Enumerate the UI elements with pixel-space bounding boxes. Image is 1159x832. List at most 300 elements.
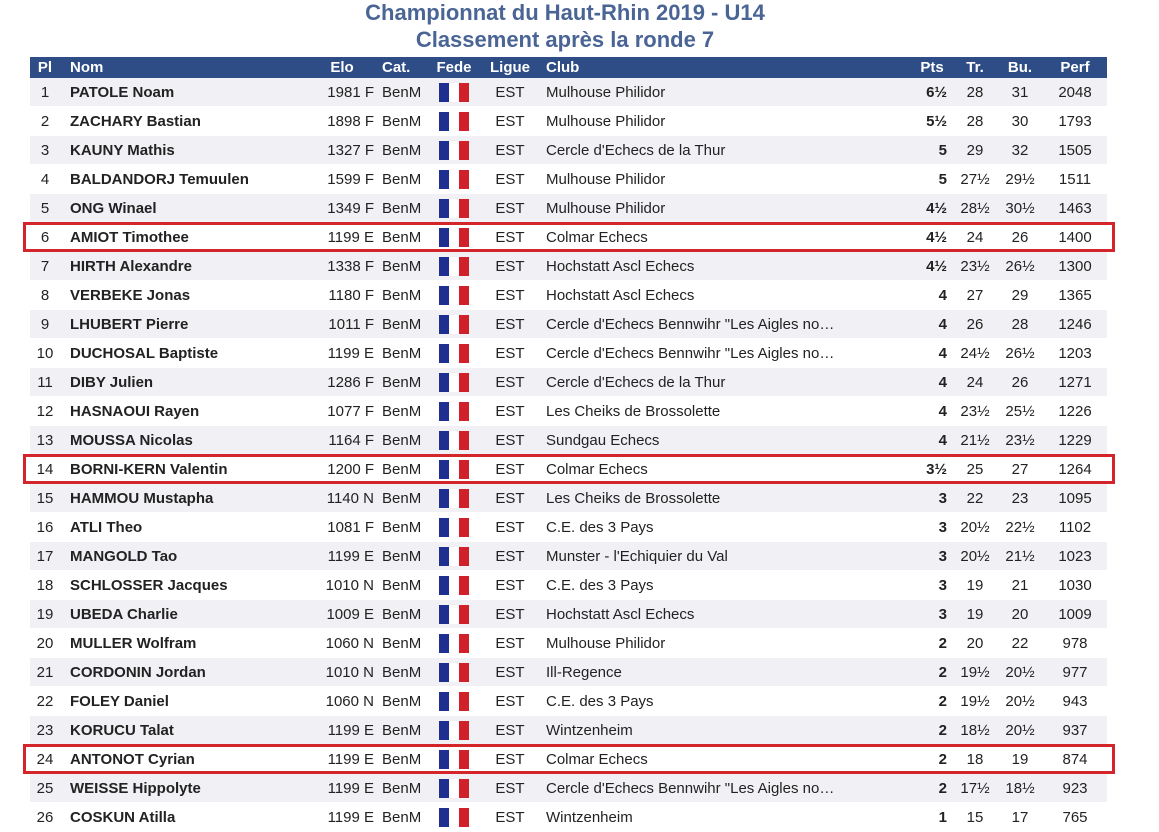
tiebreak-bu-cell: 20½ bbox=[997, 716, 1043, 745]
category-cell: BenM bbox=[378, 571, 428, 600]
tiebreak-bu-cell: 20 bbox=[997, 600, 1043, 629]
flag-stripe bbox=[449, 199, 459, 218]
rank-cell: 18 bbox=[30, 571, 60, 600]
table-row bbox=[30, 252, 1107, 281]
points-cell: 2 bbox=[917, 629, 953, 658]
table-row bbox=[30, 194, 1107, 223]
player-name[interactable]: ZACHARY Bastian bbox=[60, 107, 310, 136]
flag-stripe bbox=[439, 692, 449, 711]
flag-stripe bbox=[459, 518, 469, 537]
table-row bbox=[30, 223, 1107, 252]
tiebreak-bu-cell: 26½ bbox=[997, 339, 1043, 368]
points-cell: 2 bbox=[917, 658, 953, 687]
performance-cell: 1463 bbox=[1043, 194, 1107, 223]
flag-stripe bbox=[439, 605, 449, 624]
federation-flag bbox=[428, 716, 480, 745]
performance-cell: 874 bbox=[1043, 745, 1107, 774]
header-ligue[interactable]: Ligue bbox=[480, 57, 540, 78]
tiebreak-bu-cell: 26½ bbox=[997, 252, 1043, 281]
tiebreak-tr-cell: 19 bbox=[953, 600, 997, 629]
flag-stripe bbox=[459, 489, 469, 508]
category-cell: BenM bbox=[378, 165, 428, 194]
player-name[interactable]: SCHLOSSER Jacques bbox=[60, 571, 310, 600]
league-cell: EST bbox=[480, 426, 540, 455]
table-row bbox=[30, 600, 1107, 629]
points-cell: 4½ bbox=[917, 194, 953, 223]
table-row bbox=[30, 571, 1107, 600]
points-cell: 3 bbox=[917, 542, 953, 571]
federation-flag bbox=[428, 426, 480, 455]
player-name[interactable]: UBEDA Charlie bbox=[60, 600, 310, 629]
category-cell: BenM bbox=[378, 658, 428, 687]
player-name[interactable]: KORUCU Talat bbox=[60, 716, 310, 745]
standings-table bbox=[30, 57, 1107, 832]
player-name[interactable]: COSKUN Atilla bbox=[60, 803, 310, 832]
player-name[interactable]: HAMMOU Mustapha bbox=[60, 484, 310, 513]
header-nom[interactable]: Nom bbox=[60, 57, 310, 78]
federation-flag bbox=[428, 745, 480, 774]
tiebreak-bu-cell: 31 bbox=[997, 78, 1043, 107]
league-cell: EST bbox=[480, 339, 540, 368]
club-cell: Mulhouse Philidor bbox=[540, 194, 917, 223]
header-cat[interactable]: Cat. bbox=[378, 57, 428, 78]
header-pts[interactable]: Pts bbox=[917, 57, 953, 78]
flag-stripe bbox=[459, 402, 469, 421]
federation-flag bbox=[428, 252, 480, 281]
rank-cell: 16 bbox=[30, 513, 60, 542]
club-cell: Munster - l'Echiquier du Val bbox=[540, 542, 917, 571]
table-row bbox=[30, 774, 1107, 803]
player-name[interactable]: DUCHOSAL Baptiste bbox=[60, 339, 310, 368]
points-cell: 4 bbox=[917, 397, 953, 426]
flag-stripe bbox=[449, 663, 459, 682]
club-cell: Cercle d'Echecs de la Thur bbox=[540, 136, 917, 165]
table-row bbox=[30, 629, 1107, 658]
table-row bbox=[30, 281, 1107, 310]
performance-cell: 1271 bbox=[1043, 368, 1107, 397]
france-flag-icon bbox=[439, 228, 469, 247]
page-subtitle: Classement après la ronde 7 bbox=[415, 27, 715, 52]
flag-stripe bbox=[439, 83, 449, 102]
category-cell: BenM bbox=[378, 426, 428, 455]
flag-stripe bbox=[439, 286, 449, 305]
tiebreak-tr-cell: 23½ bbox=[953, 397, 997, 426]
flag-stripe bbox=[449, 721, 459, 740]
club-cell: Wintzenheim bbox=[540, 716, 917, 745]
elo-cell: 1010 N bbox=[310, 571, 378, 600]
league-cell: EST bbox=[480, 600, 540, 629]
flag-stripe bbox=[439, 315, 449, 334]
club-cell: Les Cheiks de Brossolette bbox=[540, 484, 917, 513]
header-club[interactable]: Club bbox=[540, 57, 917, 78]
federation-flag bbox=[428, 571, 480, 600]
league-cell: EST bbox=[480, 629, 540, 658]
player-name[interactable]: KAUNY Mathis bbox=[60, 136, 310, 165]
elo-cell: 1164 F bbox=[310, 426, 378, 455]
tiebreak-tr-cell: 17½ bbox=[953, 774, 997, 803]
points-cell: 4 bbox=[917, 339, 953, 368]
rank-cell: 13 bbox=[30, 426, 60, 455]
category-cell: BenM bbox=[378, 716, 428, 745]
federation-flag bbox=[428, 600, 480, 629]
france-flag-icon bbox=[439, 576, 469, 595]
tiebreak-bu-cell: 21½ bbox=[997, 542, 1043, 571]
flag-stripe bbox=[449, 141, 459, 160]
flag-stripe bbox=[439, 460, 449, 479]
flag-stripe bbox=[449, 808, 459, 827]
points-cell: 3½ bbox=[917, 455, 953, 484]
france-flag-icon bbox=[439, 518, 469, 537]
points-cell: 2 bbox=[917, 774, 953, 803]
tiebreak-bu-cell: 30½ bbox=[997, 194, 1043, 223]
flag-stripe bbox=[449, 402, 459, 421]
league-cell: EST bbox=[480, 107, 540, 136]
france-flag-icon bbox=[439, 83, 469, 102]
league-cell: EST bbox=[480, 455, 540, 484]
category-cell: BenM bbox=[378, 484, 428, 513]
header-bu[interactable]: Bu. bbox=[997, 57, 1043, 78]
points-cell: 2 bbox=[917, 716, 953, 745]
flag-stripe bbox=[449, 315, 459, 334]
category-cell: BenM bbox=[378, 774, 428, 803]
tiebreak-bu-cell: 22½ bbox=[997, 513, 1043, 542]
league-cell: EST bbox=[480, 194, 540, 223]
rank-cell: 8 bbox=[30, 281, 60, 310]
points-cell: 4 bbox=[917, 426, 953, 455]
elo-cell: 1180 F bbox=[310, 281, 378, 310]
flag-stripe bbox=[449, 170, 459, 189]
category-cell: BenM bbox=[378, 629, 428, 658]
league-cell: EST bbox=[480, 803, 540, 832]
category-cell: BenM bbox=[378, 281, 428, 310]
club-cell: Mulhouse Philidor bbox=[540, 629, 917, 658]
category-cell: BenM bbox=[378, 252, 428, 281]
header-elo[interactable]: Elo bbox=[310, 57, 378, 78]
header-tr[interactable]: Tr. bbox=[953, 57, 997, 78]
league-cell: EST bbox=[480, 571, 540, 600]
elo-cell: 1199 E bbox=[310, 542, 378, 571]
france-flag-icon bbox=[439, 721, 469, 740]
flag-stripe bbox=[459, 373, 469, 392]
france-flag-icon bbox=[439, 547, 469, 566]
points-cell: 4 bbox=[917, 281, 953, 310]
club-cell: Hochstatt Ascl Echecs bbox=[540, 252, 917, 281]
player-name[interactable]: MULLER Wolfram bbox=[60, 629, 310, 658]
federation-flag bbox=[428, 658, 480, 687]
player-name[interactable]: FOLEY Daniel bbox=[60, 687, 310, 716]
flag-stripe bbox=[439, 663, 449, 682]
points-cell: 2 bbox=[917, 687, 953, 716]
flag-stripe bbox=[449, 518, 459, 537]
performance-cell: 943 bbox=[1043, 687, 1107, 716]
table-row bbox=[30, 107, 1107, 136]
tiebreak-bu-cell: 18½ bbox=[997, 774, 1043, 803]
performance-cell: 1203 bbox=[1043, 339, 1107, 368]
table-row bbox=[30, 165, 1107, 194]
flag-stripe bbox=[459, 344, 469, 363]
federation-flag bbox=[428, 310, 480, 339]
performance-cell: 937 bbox=[1043, 716, 1107, 745]
france-flag-icon bbox=[439, 808, 469, 827]
club-cell: C.E. des 3 Pays bbox=[540, 687, 917, 716]
performance-cell: 1102 bbox=[1043, 513, 1107, 542]
performance-cell: 1229 bbox=[1043, 426, 1107, 455]
elo-cell: 1200 F bbox=[310, 455, 378, 484]
flag-stripe bbox=[439, 576, 449, 595]
club-cell: Hochstatt Ascl Echecs bbox=[540, 600, 917, 629]
category-cell: BenM bbox=[378, 339, 428, 368]
league-cell: EST bbox=[480, 397, 540, 426]
player-name[interactable]: WEISSE Hippolyte bbox=[60, 774, 310, 803]
player-name[interactable]: ATLI Theo bbox=[60, 513, 310, 542]
performance-cell: 923 bbox=[1043, 774, 1107, 803]
points-cell: 2 bbox=[917, 745, 953, 774]
flag-stripe bbox=[439, 431, 449, 450]
france-flag-icon bbox=[439, 315, 469, 334]
flag-stripe bbox=[449, 547, 459, 566]
elo-cell: 1199 E bbox=[310, 745, 378, 774]
category-cell: BenM bbox=[378, 310, 428, 339]
elo-cell: 1349 F bbox=[310, 194, 378, 223]
france-flag-icon bbox=[439, 750, 469, 769]
player-name[interactable]: CORDONIN Jordan bbox=[60, 658, 310, 687]
table-row bbox=[30, 136, 1107, 165]
tiebreak-tr-cell: 19 bbox=[953, 571, 997, 600]
league-cell: EST bbox=[480, 310, 540, 339]
club-cell: Cercle d'Echecs Bennwihr "Les Aigles no… bbox=[540, 310, 917, 339]
elo-cell: 1199 E bbox=[310, 223, 378, 252]
player-name[interactable]: ONG Winael bbox=[60, 194, 310, 223]
elo-cell: 1338 F bbox=[310, 252, 378, 281]
france-flag-icon bbox=[439, 141, 469, 160]
player-name[interactable]: MANGOLD Tao bbox=[60, 542, 310, 571]
elo-cell: 1199 E bbox=[310, 803, 378, 832]
category-cell: BenM bbox=[378, 745, 428, 774]
flag-stripe bbox=[449, 576, 459, 595]
flag-stripe bbox=[449, 257, 459, 276]
tiebreak-tr-cell: 20½ bbox=[953, 542, 997, 571]
category-cell: BenM bbox=[378, 194, 428, 223]
elo-cell: 1009 E bbox=[310, 600, 378, 629]
rank-cell: 4 bbox=[30, 165, 60, 194]
league-cell: EST bbox=[480, 745, 540, 774]
rank-cell: 19 bbox=[30, 600, 60, 629]
table-row bbox=[30, 803, 1107, 832]
flag-stripe bbox=[459, 692, 469, 711]
performance-cell: 2048 bbox=[1043, 78, 1107, 107]
club-cell: Les Cheiks de Brossolette bbox=[540, 397, 917, 426]
tiebreak-tr-cell: 24 bbox=[953, 368, 997, 397]
page-title: Championnat du Haut-Rhin 2019 - U14 bbox=[365, 0, 765, 25]
points-cell: 1 bbox=[917, 803, 953, 832]
france-flag-icon bbox=[439, 431, 469, 450]
tiebreak-tr-cell: 27½ bbox=[953, 165, 997, 194]
points-cell: 6½ bbox=[917, 78, 953, 107]
header-perf[interactable]: Perf bbox=[1043, 57, 1107, 78]
league-cell: EST bbox=[480, 223, 540, 252]
points-cell: 4½ bbox=[917, 252, 953, 281]
tiebreak-bu-cell: 26 bbox=[997, 223, 1043, 252]
rank-cell: 22 bbox=[30, 687, 60, 716]
tiebreak-tr-cell: 20 bbox=[953, 629, 997, 658]
elo-cell: 1981 F bbox=[310, 78, 378, 107]
france-flag-icon bbox=[439, 460, 469, 479]
france-flag-icon bbox=[439, 489, 469, 508]
flag-stripe bbox=[439, 750, 449, 769]
table-row bbox=[30, 455, 1107, 484]
flag-stripe bbox=[449, 286, 459, 305]
table-row bbox=[30, 687, 1107, 716]
elo-cell: 1060 N bbox=[310, 629, 378, 658]
flag-stripe bbox=[439, 112, 449, 131]
player-name[interactable]: PATOLE Noam bbox=[60, 78, 310, 107]
tiebreak-bu-cell: 32 bbox=[997, 136, 1043, 165]
table-row bbox=[30, 78, 1107, 107]
tiebreak-bu-cell: 17 bbox=[997, 803, 1043, 832]
category-cell: BenM bbox=[378, 803, 428, 832]
flag-stripe bbox=[459, 257, 469, 276]
flag-stripe bbox=[439, 547, 449, 566]
rank-cell: 3 bbox=[30, 136, 60, 165]
header-pl[interactable]: Pl bbox=[30, 57, 60, 78]
player-name[interactable]: DIBY Julien bbox=[60, 368, 310, 397]
tiebreak-bu-cell: 28 bbox=[997, 310, 1043, 339]
tiebreak-bu-cell: 20½ bbox=[997, 687, 1043, 716]
rank-cell: 2 bbox=[30, 107, 60, 136]
federation-flag bbox=[428, 542, 480, 571]
tiebreak-bu-cell: 23½ bbox=[997, 426, 1043, 455]
france-flag-icon bbox=[439, 257, 469, 276]
flag-stripe bbox=[459, 431, 469, 450]
table-row bbox=[30, 658, 1107, 687]
flag-stripe bbox=[459, 779, 469, 798]
elo-cell: 1011 F bbox=[310, 310, 378, 339]
france-flag-icon bbox=[439, 605, 469, 624]
points-cell: 5 bbox=[917, 165, 953, 194]
flag-stripe bbox=[459, 547, 469, 566]
flag-stripe bbox=[449, 228, 459, 247]
flag-stripe bbox=[439, 518, 449, 537]
tiebreak-tr-cell: 25 bbox=[953, 455, 997, 484]
flag-stripe bbox=[459, 170, 469, 189]
player-name[interactable]: BORNI-KERN Valentin bbox=[60, 455, 310, 484]
performance-cell: 1009 bbox=[1043, 600, 1107, 629]
tiebreak-tr-cell: 19½ bbox=[953, 687, 997, 716]
federation-flag bbox=[428, 455, 480, 484]
flag-stripe bbox=[459, 141, 469, 160]
federation-flag bbox=[428, 339, 480, 368]
federation-flag bbox=[428, 513, 480, 542]
flag-stripe bbox=[449, 112, 459, 131]
elo-cell: 1327 F bbox=[310, 136, 378, 165]
flag-stripe bbox=[459, 228, 469, 247]
header-fede[interactable]: Fede bbox=[428, 57, 480, 78]
table-row bbox=[30, 310, 1107, 339]
club-cell: Mulhouse Philidor bbox=[540, 107, 917, 136]
flag-stripe bbox=[459, 663, 469, 682]
tiebreak-bu-cell: 29 bbox=[997, 281, 1043, 310]
tiebreak-bu-cell: 25½ bbox=[997, 397, 1043, 426]
category-cell: BenM bbox=[378, 397, 428, 426]
tiebreak-tr-cell: 22 bbox=[953, 484, 997, 513]
points-cell: 3 bbox=[917, 600, 953, 629]
france-flag-icon bbox=[439, 779, 469, 798]
player-name[interactable]: HASNAOUI Rayen bbox=[60, 397, 310, 426]
flag-stripe bbox=[459, 634, 469, 653]
performance-cell: 1023 bbox=[1043, 542, 1107, 571]
player-name[interactable]: AMIOT Timothee bbox=[60, 223, 310, 252]
elo-cell: 1898 F bbox=[310, 107, 378, 136]
player-name[interactable]: MOUSSA Nicolas bbox=[60, 426, 310, 455]
league-cell: EST bbox=[480, 368, 540, 397]
club-cell: Hochstatt Ascl Echecs bbox=[540, 281, 917, 310]
france-flag-icon bbox=[439, 199, 469, 218]
table-row bbox=[30, 716, 1107, 745]
flag-stripe bbox=[449, 779, 459, 798]
rank-cell: 11 bbox=[30, 368, 60, 397]
category-cell: BenM bbox=[378, 687, 428, 716]
tiebreak-tr-cell: 19½ bbox=[953, 658, 997, 687]
tiebreak-bu-cell: 23 bbox=[997, 484, 1043, 513]
tiebreak-bu-cell: 30 bbox=[997, 107, 1043, 136]
player-name[interactable]: BALDANDORJ Temuulen bbox=[60, 165, 310, 194]
elo-cell: 1081 F bbox=[310, 513, 378, 542]
flag-stripe bbox=[459, 721, 469, 740]
tiebreak-bu-cell: 19 bbox=[997, 745, 1043, 774]
federation-flag bbox=[428, 484, 480, 513]
elo-cell: 1140 N bbox=[310, 484, 378, 513]
elo-cell: 1199 E bbox=[310, 774, 378, 803]
flag-stripe bbox=[439, 257, 449, 276]
player-name[interactable]: HIRTH Alexandre bbox=[60, 252, 310, 281]
elo-cell: 1199 E bbox=[310, 716, 378, 745]
player-name[interactable]: ANTONOT Cyrian bbox=[60, 745, 310, 774]
player-name[interactable]: VERBEKE Jonas bbox=[60, 281, 310, 310]
federation-flag bbox=[428, 223, 480, 252]
tiebreak-tr-cell: 28 bbox=[953, 78, 997, 107]
flag-stripe bbox=[439, 170, 449, 189]
elo-cell: 1199 E bbox=[310, 339, 378, 368]
club-cell: Wintzenheim bbox=[540, 803, 917, 832]
club-cell: Colmar Echecs bbox=[540, 745, 917, 774]
tiebreak-tr-cell: 29 bbox=[953, 136, 997, 165]
table-row bbox=[30, 542, 1107, 571]
table-row bbox=[30, 397, 1107, 426]
elo-cell: 1010 N bbox=[310, 658, 378, 687]
elo-cell: 1060 N bbox=[310, 687, 378, 716]
club-cell: Ill-Regence bbox=[540, 658, 917, 687]
flag-stripe bbox=[449, 373, 459, 392]
flag-stripe bbox=[439, 402, 449, 421]
rank-cell: 15 bbox=[30, 484, 60, 513]
flag-stripe bbox=[459, 460, 469, 479]
points-cell: 4½ bbox=[917, 223, 953, 252]
table-row bbox=[30, 745, 1107, 774]
tiebreak-tr-cell: 18½ bbox=[953, 716, 997, 745]
player-name[interactable]: LHUBERT Pierre bbox=[60, 310, 310, 339]
table-row bbox=[30, 339, 1107, 368]
club-cell: Cercle d'Echecs de la Thur bbox=[540, 368, 917, 397]
club-cell: Mulhouse Philidor bbox=[540, 165, 917, 194]
rank-cell: 23 bbox=[30, 716, 60, 745]
performance-cell: 1095 bbox=[1043, 484, 1107, 513]
category-cell: BenM bbox=[378, 136, 428, 165]
league-cell: EST bbox=[480, 78, 540, 107]
flag-stripe bbox=[449, 750, 459, 769]
league-cell: EST bbox=[480, 774, 540, 803]
points-cell: 5½ bbox=[917, 107, 953, 136]
points-cell: 3 bbox=[917, 484, 953, 513]
